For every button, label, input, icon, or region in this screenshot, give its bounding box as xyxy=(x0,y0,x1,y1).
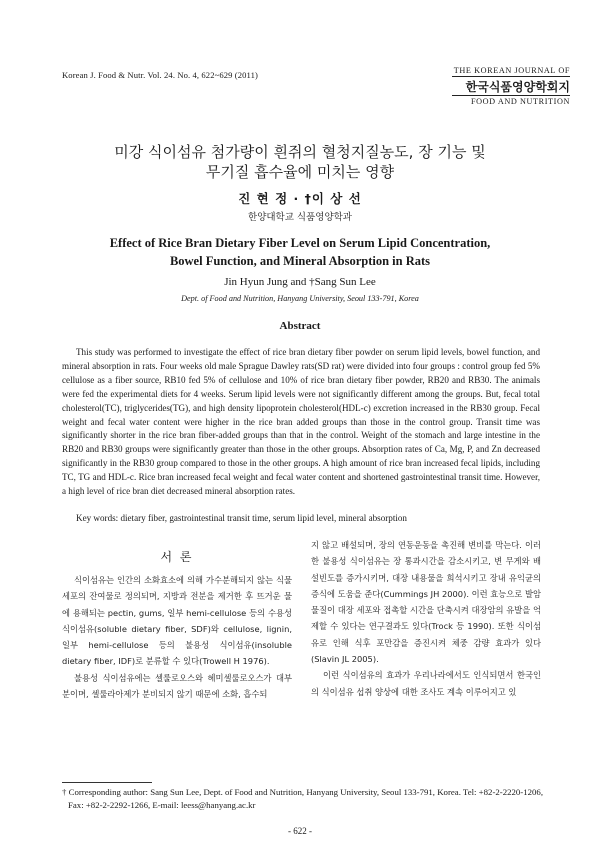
journal-name-sub: FOOD AND NUTRITION xyxy=(452,95,570,106)
keywords: Key words: dietary fiber, gastrointestinal transit time, serum lipid level, mineral absorption xyxy=(76,513,407,523)
affiliation-english: Dept. of Food and Nutrition, Hanyang University, Seoul 133-791, Korea xyxy=(181,294,419,303)
section-heading-introduction: 서 론 xyxy=(160,550,194,564)
journal-name-ko: 한국식품영양학회지 xyxy=(465,80,570,94)
affiliation-korean: 한양대학교 식품영양학과 xyxy=(248,212,352,223)
authors-english: Jin Hyun Jung and †Sang Sun Lee xyxy=(224,276,376,288)
footnote-divider xyxy=(62,782,152,783)
title-english xyxy=(0,234,600,270)
journal-logo xyxy=(452,66,570,106)
paragraph: 불용성 식이섬유에는 셀룰로오스와 헤미셀룰로오스가 대부분이며, 셀룰라아제가 분비되지 않기 때문에 소화, 흡수되 xyxy=(62,672,292,700)
body-column-right xyxy=(311,537,541,700)
title-korean-line1: 미강 식이섬유 첨가량이 흰쥐의 혈청지질농도, 장 기능 및 xyxy=(114,143,486,161)
title-english-line2: Bowel Function, and Mineral Absorption in Rats xyxy=(169,254,431,268)
authors-korean: 진 현 정 · †이 상 선 xyxy=(238,191,362,206)
journal-name-en: THE KOREAN JOURNAL OF xyxy=(453,66,570,75)
title-english-line1: Effect of Rice Bran Dietary Fiber Level on Serum Lipid Concentration, xyxy=(109,236,491,250)
journal-citation: Korean J. Food & Nutr. Vol. 24. No. 4, 622~629 (2011) xyxy=(62,70,258,80)
title-korean xyxy=(0,142,600,182)
paragraph: 지 않고 배설되며, 장의 연동운동을 촉진해 변비를 막는다. 이러한 불용성 식이섬유는 장 통과시간을 감소시키고, 변 무게와 배설빈도를 증가시키며, 대장 내용물을 희석시키고 장내 유익균의 증식에 도움을 준다(Cummings JH 2000). 이런 효능으로 발암물질이 대장 세포와 접촉할 시간을 단축시켜 대장암의 유발을 억제할 수 있다는 연구결과도 있다(Trock 등 1990). 또한 식이섬유로 인해 식후 포만감을 증진시켜 체중 감량 효과가 있다(Slavin JL 2005). xyxy=(311,540,541,665)
page-number: - 622 - xyxy=(288,826,312,836)
title-korean-line2: 무기질 흡수율에 미치는 영향 xyxy=(205,163,395,181)
paragraph: 식이섬유는 인간의 소화효소에 의해 가수분해되지 않는 식물세포의 잔여물로 정의되며, 지방과 전분을 제거한 후 뜨거운 물에 용해되는 pectin, gums, 일부 hemi-cellulose 등의 수용성 식이섬유(soluble dietary fiber, SDF)와 cellulose, lignin, 일부 hemi-cellulose 등의 불용성 식이섬유(insoluble dietary fiber, IDF)로 분류할 수 있다(Trowell H 1976). xyxy=(62,575,292,667)
abstract-body: This study was performed to investigate the effect of rice bran dietary fiber powder on serum lipid levels, bowel function, and mineral absorption in rats. Four weeks old male Sprague Dawley rats(SD rat) were divided into four groups : control group fed 5% cellulose as a fiber source, RB10 fed 5% of cellulose and 10% of rice bran dietary fiber powder, RB20 and RB30. The animals were fed the experimental diets for 4 weeks. Serum lipid levels were not significantly different among the groups. But, fecal total cholesterol(TC), triglycerides(TG), and high density lipoprotein cholesterol(HDL-c) excretion increased in the RB30 group. Fecal weight and fecal water content were higher in the rice bran added groups than those in the control group. Transit time was significantly shorter in the rice bran fiber-added groups than that in the control. Weight of the stomach and large intestine in the RB20 and RB30 groups were significantly greater than those in the other groups. Absorption rates of Ca, Mg, P, and Zn decreased significantly in the RB30 group compared to those in the other groups. A high amount of rice bran increased fecal lipids, including TC, TG and HDL-c. Rice bran increased fecal weight and fecal water content and shortened gastrointestinal transit time. However, a high level of rice bran diet decreased mineral absorption rates. xyxy=(62,347,540,497)
paragraph: 이런 식이섬유의 효과가 우리나라에서도 인식되면서 한국인의 식이섬유 섭취 양상에 대한 조사도 계속 이루어지고 있 xyxy=(311,670,541,697)
body-column-left xyxy=(62,572,292,702)
corresponding-author-footnote: † Corresponding author: Sang Sun Lee, Dept. of Food and Nutrition, Hanyang University, Seoul 133-791, Korea. Tel: +82-2-2220-1206, Fax: +82-2-2292-1266, E-mail: leess@hanyang.ac.kr xyxy=(62,787,544,810)
abstract-heading: Abstract xyxy=(279,320,321,332)
